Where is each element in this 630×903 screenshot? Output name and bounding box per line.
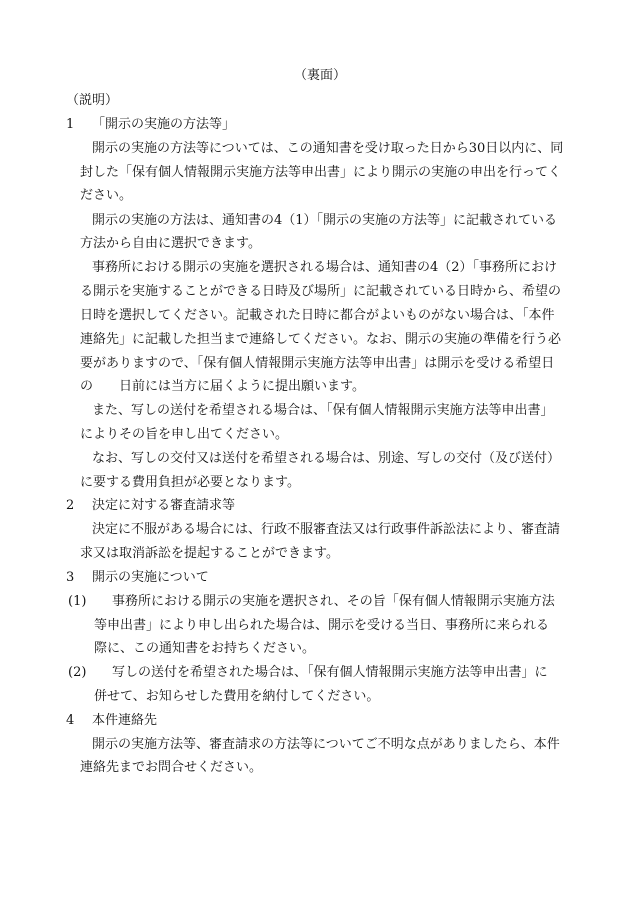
item-marker: (1) [68, 594, 87, 609]
body-line: なお、写しの交付又は送付を希望される場合は、別途、写しの交付（及び送付） [92, 451, 561, 466]
section-2-heading: 決定に対する審査請求等 [92, 498, 236, 513]
body-line: 開示の実施の方法等については、この通知書を受け取った日から30日以内に、同 [92, 141, 564, 156]
body-line: 決定に不服がある場合には、行政不服審査法又は行政事件訴訟法により、審査請 [92, 522, 561, 537]
body-line: 求又は取消訴訟を提起することができます。 [80, 546, 339, 561]
body-line: 際に、この通知書をお持ちください。 [94, 641, 316, 656]
body-line: 事務所における開示の実施を選択され、その旨「保有個人情報開示実施方法 [112, 594, 555, 609]
body-line: 等申出書」により申し出られた場合は、開示を受ける当日、事務所に来られる [94, 618, 550, 633]
section-1-heading: 「開示の実施の方法等」 [92, 117, 236, 132]
section-4-number: 4 [66, 713, 75, 728]
page-side-label: （裏面） [294, 68, 347, 83]
explanation-label: （説明） [66, 93, 119, 108]
body-line: によりその旨を申し出てください。 [80, 427, 289, 442]
item-marker: (2) [68, 665, 87, 680]
body-line: に要する費用負担が必要となります。 [80, 475, 300, 490]
body-line: の 日前には当方に届くように提出願います。 [80, 379, 365, 394]
body-line: 日時を選択してください。記載された日時に都合がよいものがない場合は、「本件 [80, 308, 555, 323]
body-line: 封した「保有個人情報開示実施方法等申出書」により開示の実施の申出を行ってく [80, 165, 562, 180]
body-line: る開示を実施することができる日時及び場所」に記載されている日時から、希望の [80, 284, 562, 299]
body-line: 方法から自由に選択できます。 [80, 236, 261, 251]
body-line: 写しの送付を希望された場合は、「保有個人情報開示実施方法等申出書」に [112, 665, 548, 680]
body-line: 開示の実施方法等、審査請求の方法等についてご不明な点がありましたら、本件 [92, 737, 560, 752]
section-1-number: 1 [66, 117, 75, 132]
body-line: 開示の実施の方法は、通知書の4（1）「開示の実施の方法等」に記載されている [92, 213, 558, 228]
body-line: 連絡先」に記載した担当まで連絡してください。なお、開示の実施の準備を行う必 [80, 332, 562, 347]
body-line: また、写しの送付を希望される場合は、「保有個人情報開示実施方法等申出書」 [92, 403, 554, 418]
section-4-heading: 本件連絡先 [92, 713, 158, 728]
body-line: 併せて、お知らせした費用を納付してください。 [94, 689, 380, 704]
body-line: 要がありますので、「保有個人情報開示実施方法等申出書」は開示を受ける希望日 [80, 356, 555, 371]
section-3-heading: 開示の実施について [92, 570, 209, 585]
body-line: ださい。 [80, 188, 133, 203]
section-2-number: 2 [66, 498, 75, 513]
body-line: 連絡先までお問合せください。 [80, 760, 263, 775]
body-line: 事務所における開示の実施を選択される場合は、通知書の4（2）「事務所におけ [92, 260, 558, 275]
section-3-number: 3 [66, 570, 75, 585]
